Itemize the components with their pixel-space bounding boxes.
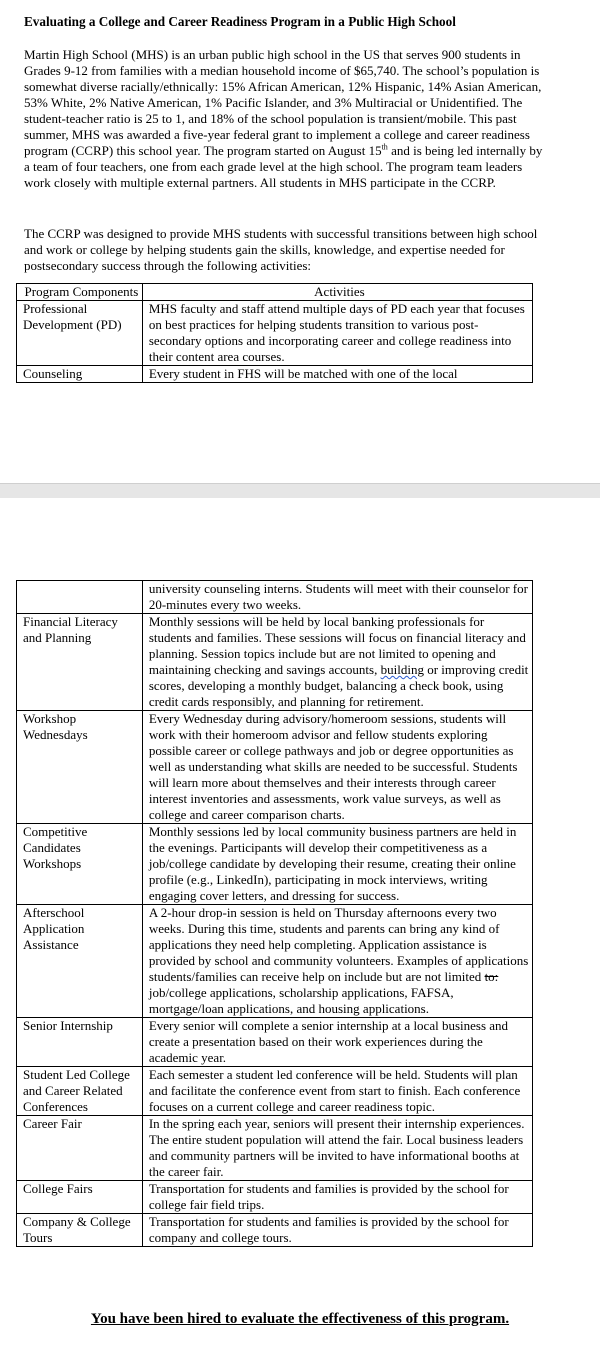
table-row: [17, 1116, 533, 1181]
activity-financial-text-b: or improving credit scores, developing a monthly budget, balancing a check book, using credit cards responsibly, and planning for retirement.: [148, 662, 529, 709]
document-title: Evaluating a College and Career Readiness Program in a Public High School: [24, 14, 456, 29]
activity-college-fairs: Transportation for students and families is provided by the school for college fair field trips.: [142, 1181, 532, 1214]
activity-financial: [142, 614, 532, 711]
table-row: [17, 711, 533, 824]
activity-career-fair: In the spring each year, seniors will present their internship experiences. The entire student population will attend the fair. Local business leaders and community partners will be invited to have informational booths at the career fair.: [142, 1116, 532, 1181]
table-row: [17, 1214, 533, 1247]
component-financial: Financial Literacy and Planning: [17, 614, 143, 711]
component-counseling-continued: [17, 581, 143, 614]
activity-pd: MHS faculty and staff attend multiple days of PD each year that focuses on best practices for helping students transition to various post-secondary options and incorporating career and college readiness into their content area courses.: [142, 301, 532, 366]
activity-competitive: Monthly sessions led by local community business partners are held in the evenings. Participants will develop their competitiveness as a job/college candidate by developing their resume, creating their online profile (e.g., LinkedIn), participating in mock interviews, writing engaging cover letters, and dressing for success.: [142, 824, 532, 905]
table-row: [17, 301, 533, 366]
intro-paragraph: [24, 47, 544, 191]
header-program-components: Program Components: [17, 284, 143, 301]
table-row: [17, 824, 533, 905]
table-row: [17, 1181, 533, 1214]
activity-student-led: Each semester a student led conference will be held. Students will plan and facilitate the conference event from start to finish. Each conference focuses on a current college and career readiness topic.: [142, 1067, 532, 1116]
intro-text-a: Martin High School (MHS) is an urban public high school in the US that serves 900 students in Grades 9-12 from families with a median household income of $65,740. The school’s population is somewhat diverse racially/ethnically: 15% African American, 12% Hispanic, 14% Asian American, 53% White, 2% Native American, 1% Pacific Islander, and 3% Multiracial or Unidentified. The student-teacher ratio is 25 to 1, and 18% of the school population is transient/mobile. This past summer, MHS was awarded a five-year federal grant to implement a college and career readiness program (CCRP) this school year. The program started on August 15: [24, 47, 542, 158]
program-table-part1: [16, 283, 533, 383]
component-competitive: Competitive Candidates Workshops: [17, 824, 143, 905]
component-afterschool: Afterschool Application Assistance: [17, 905, 143, 1018]
intro-superscript: th: [381, 142, 388, 152]
activity-afterschool-text-b: job/college applications, scholarship applications, FAFSA, mortgage/loan applications, and housing applications.: [148, 985, 454, 1016]
table-header-row: [17, 284, 533, 301]
ccrp-paragraph: The CCRP was designed to provide MHS students with successful transitions between high school and work or college by helping students gain the skills, knowledge, and expertise needed for postsecondary success through the following activities:: [24, 226, 538, 273]
header-activities: Activities: [142, 284, 532, 301]
activity-workshop: Every Wednesday during advisory/homeroom sessions, students will work with their homeroom advisor and fellow students exploring possible career or college pathways and job or degree opportunities as well as understanding what skills are needed to be successful. Students will learn more about themselves and their interests through career interest inventories and assessments, work value surveys, as well as college and career comparison charts.: [142, 711, 532, 824]
activity-afterschool-text-a: A 2-hour drop-in session is held on Thursday afternoons every two weeks. During this time, students and parents can bring any kind of applications they need help completing. Application assistance is provided by school and community volunteers. Examples of applications students/families can receive help on include but are not limited: [148, 905, 529, 984]
component-college-fairs: College Fairs: [17, 1181, 143, 1214]
page-break-divider: [0, 483, 600, 499]
table-row: [17, 581, 533, 614]
struck-text: to:: [484, 969, 499, 984]
component-tours: Company & College Tours: [17, 1214, 143, 1247]
table-row: [17, 905, 533, 1018]
table-row: [17, 366, 533, 383]
component-internship: Senior Internship: [17, 1018, 143, 1067]
table-row: [17, 1067, 533, 1116]
spellcheck-word: building: [380, 662, 424, 677]
activity-tours: Transportation for students and families is provided by the school for company and college tours.: [142, 1214, 532, 1247]
document-page-1: [0, 0, 600, 483]
activity-counseling-part2: university counseling interns. Students will meet with their counselor for 20-minutes every two weeks.: [142, 581, 532, 614]
program-table-part2: [16, 580, 533, 1247]
table-row: [17, 614, 533, 711]
component-counseling: Counseling: [17, 366, 143, 383]
activity-counseling-part1: Every student in FHS will be matched with one of the local: [142, 366, 532, 383]
activity-internship: Every senior will complete a senior internship at a local business and create a presentation based on their work experiences during the academic year.: [142, 1018, 532, 1067]
table-row: [17, 1018, 533, 1067]
component-student-led: Student Led College and Career Related Conferences: [17, 1067, 143, 1116]
component-pd: Professional Development (PD): [17, 301, 143, 366]
component-career-fair: Career Fair: [17, 1116, 143, 1181]
activity-financial-text-a: Monthly sessions will be held by local banking professionals for students and families. These sessions will focus on financial literacy and planning. Session topics include but are not limited to opening and maintaining checking and savings accounts,: [148, 614, 526, 677]
component-workshop: Workshop Wednesdays: [17, 711, 143, 824]
intro-text-b: and is being led internally by a team of four teachers, one from each grade level at the high school. The program team leaders work closely with multiple external partners. All students in MHS participate in the CCRP.: [24, 143, 543, 190]
closing-statement: You have been hired to evaluate the effectiveness of this program.: [90, 1311, 510, 1327]
activity-afterschool: [142, 905, 532, 1018]
